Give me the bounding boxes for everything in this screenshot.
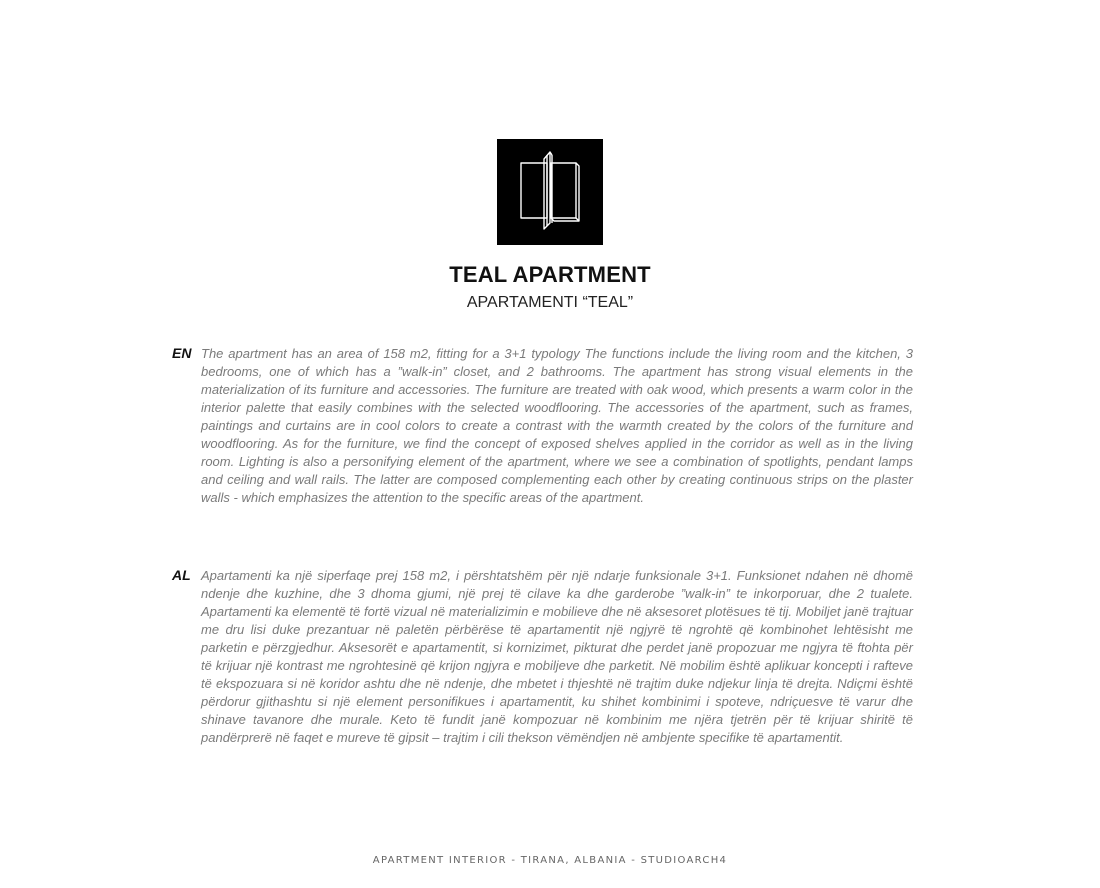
logo [497,139,603,245]
language-label-al: AL [172,567,191,583]
page-title: TEAL APARTMENT [449,262,651,287]
book-logo-icon [497,139,603,245]
albanian-paragraph: Apartamenti ka një siperfaqe prej 158 m2, i përshtatshëm për një ndarje funksionale 3+1. Funksionet ndahen në dhomë ndenje dhe kuzhine, dhe 3 dhoma gjumi, një prej të cilave ka dhe garderobe ”walk-in” te inkorporuar, dhe 2 tualete. Apartamenti ka elementë të fortë vizual në materializimin e mobilieve dhe në aksesoret plotësues të tij. Mobiljet janë trajtuar me dru lisi duke prezantuar në paletën përbërëse të apartamentit një ngjyrë të ngrohtë që kombinohet lehtësisht me parketin e përzgjedhur. Aksesorët e apartamentit, si kornizimet, pikturat dhe perdet janë propozuar me ngjyra të ftohta për të krijuar një kontrast me ngrohtesinë që krijon ngjyra e mobiljeve dhe parketit. Në mobilim është aplikuar koncepti i rafteve të ekspozuara si në koridor ashtu dhe në ndenje, dhe mbetet i thjeshtë në trajtim duke ndjekur linja të drejta. Ndiçmi është përdorur gjithashtu si një element personifikues i apartamentit, ku shihet kombinimi i spoteve, ndriçuesve të varur dhe shinave tavanore dhe murale. Keto të fundit janë kompozuar në kombinim me njëra tjetrën për të krijuar shiritë të pandërprerë në faqet e mureve të gipsit – trajtim i cili thekson vëmëndjen në ambjente specifike të apartamentit. [201,568,913,745]
page-subtitle: APARTAMENTI “TEAL” [466,294,634,311]
language-label-en: EN [172,345,192,361]
footer-caption: APARTMENT INTERIOR - TIRANA, ALBANIA - STUDIOARCH4 [372,855,728,866]
english-paragraph: The apartment has an area of 158 m2, fitting for a 3+1 typology The functions include the living room and the kitchen, 3 bedrooms, one of which has a ”walk-in” closet, and 2 bathrooms. The apartment has strong visual elements in the materialization of its furniture and accessories. The furniture are treated with oak wood, which presents a warm color in the interior palette that easily combines with the selected woodflooring. The accessories of the apartment, such as frames, paintings and curtains are in cool colors to create a contrast with the warmth created by the colors of the furniture and woodflooring. As for the furniture, we find the concept of exposed shelves applied in the corridor as well as in the living room. Lighting is also a personifying element of the apartment, where we see a combination of spotlights, pendant lamps and ceiling and wall rails. The latter are composed complementing each other by creating continuous strips on the plaster walls - which emphasizes the attention to the specific areas of the apartment. [201,346,913,505]
